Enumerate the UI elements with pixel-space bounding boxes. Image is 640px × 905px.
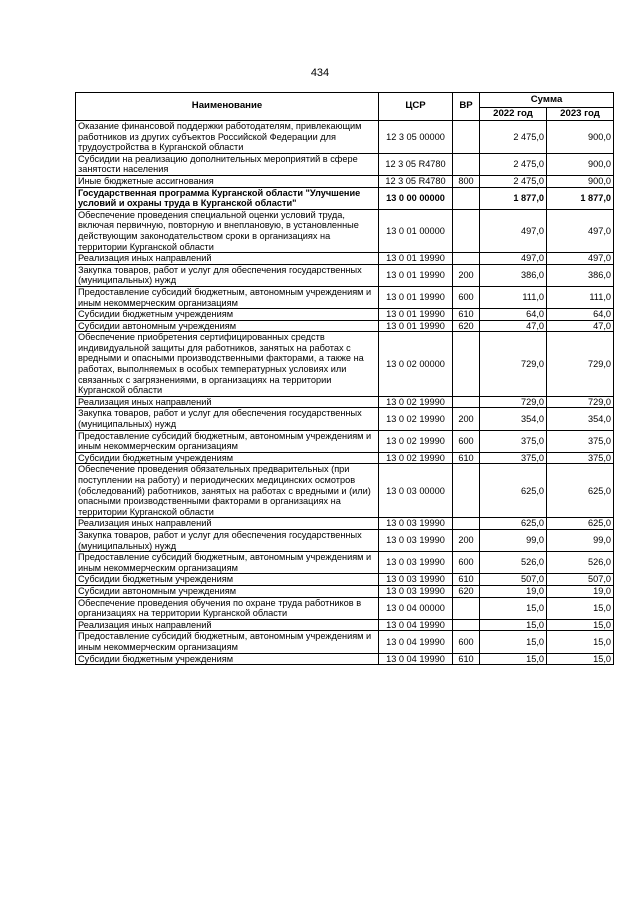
row-csr-code: 13 0 01 19990: [379, 320, 453, 332]
row-name: Обеспечение приобретения сертифицированных средств индивидуальной защиты для работников, занятых на работах с вредными и опасными производственными факторами, а также на работах, выполняемых в особых температурных условиях или связанных с загрязнениями, в организациях на территории Курганской области: [76, 332, 379, 397]
budget-table: [75, 92, 614, 665]
table-row: [76, 631, 614, 653]
row-csr-code: 13 0 01 19990: [379, 253, 453, 265]
header-year-2022: 2022 год: [480, 108, 547, 121]
row-sum-2022: 111,0: [480, 286, 547, 308]
row-csr-code: 13 0 03 19990: [379, 585, 453, 597]
row-csr-code: 13 0 03 19990: [379, 518, 453, 530]
page-number: 434: [310, 67, 330, 79]
row-name: Субсидии на реализацию дополнительных мероприятий в сфере занятости населения: [76, 153, 379, 175]
row-csr-code: 13 0 01 19990: [379, 286, 453, 308]
row-sum-2022: 2 475,0: [480, 175, 547, 187]
row-sum-2023: 526,0: [547, 552, 614, 574]
row-sum-2022: 15,0: [480, 597, 547, 619]
row-vr-code: [453, 464, 480, 518]
row-sum-2023: 386,0: [547, 264, 614, 286]
row-name: Оказание финансовой поддержки работодателям, привлекающим работников из других субъектов Российской Федерации для трудоустройства в Курганской области: [76, 121, 379, 154]
row-csr-code: 13 0 04 19990: [379, 631, 453, 653]
row-name: Предоставление субсидий бюджетным, автономным учреждениям и иным некоммерческим организациям: [76, 430, 379, 452]
row-sum-2022: 15,0: [480, 653, 547, 665]
row-sum-2023: 729,0: [547, 396, 614, 408]
table-row: [76, 408, 614, 430]
header-year-2023: 2023 год: [547, 108, 614, 121]
row-name: Обеспечение проведения обязательных предварительных (при поступлении на работу) и периодических медицинских осмотров (обследований) работников, занятых на работах с вредными и (или) опасными производственными факторами в организациях на территории Курганской области: [76, 464, 379, 518]
row-csr-code: 13 0 02 19990: [379, 396, 453, 408]
row-sum-2022: 625,0: [480, 518, 547, 530]
row-sum-2023: 19,0: [547, 585, 614, 597]
row-name: Предоставление субсидий бюджетным, автономным учреждениям и иным некоммерческим организациям: [76, 631, 379, 653]
row-csr-code: 13 0 04 19990: [379, 653, 453, 665]
row-name: Закупка товаров, работ и услуг для обеспечения государственных (муниципальных) нужд: [76, 529, 379, 551]
table-body: [76, 121, 614, 665]
row-sum-2023: 497,0: [547, 253, 614, 265]
row-name: Субсидии бюджетным учреждениям: [76, 653, 379, 665]
row-vr-code: 620: [453, 585, 480, 597]
row-vr-code: 600: [453, 430, 480, 452]
row-vr-code: 800: [453, 175, 480, 187]
row-csr-code: 13 0 01 19990: [379, 309, 453, 321]
row-name: Реализация иных направлений: [76, 253, 379, 265]
row-vr-code: [453, 121, 480, 154]
row-sum-2022: 497,0: [480, 253, 547, 265]
row-sum-2022: 15,0: [480, 631, 547, 653]
row-sum-2022: 729,0: [480, 332, 547, 397]
row-vr-code: [453, 597, 480, 619]
row-csr-code: 12 3 05 R4780: [379, 153, 453, 175]
row-vr-code: [453, 396, 480, 408]
table-row: [76, 264, 614, 286]
row-sum-2023: 900,0: [547, 121, 614, 154]
row-sum-2023: 111,0: [547, 286, 614, 308]
table-row: [76, 153, 614, 175]
row-csr-code: 13 0 02 19990: [379, 452, 453, 464]
row-sum-2022: 354,0: [480, 408, 547, 430]
table-row: [76, 187, 614, 209]
row-vr-code: [453, 153, 480, 175]
row-csr-code: 13 0 02 00000: [379, 332, 453, 397]
row-sum-2023: 15,0: [547, 619, 614, 631]
row-name: Субсидии бюджетным учреждениям: [76, 309, 379, 321]
row-vr-code: 600: [453, 631, 480, 653]
row-sum-2022: 507,0: [480, 574, 547, 586]
row-sum-2022: 47,0: [480, 320, 547, 332]
row-vr-code: 610: [453, 653, 480, 665]
table-row: [76, 309, 614, 321]
table-row: [76, 597, 614, 619]
header-csr: ЦСР: [379, 93, 453, 121]
row-vr-code: [453, 518, 480, 530]
row-csr-code: 12 3 05 00000: [379, 121, 453, 154]
row-vr-code: [453, 187, 480, 209]
table-row: [76, 175, 614, 187]
row-name: Реализация иных направлений: [76, 518, 379, 530]
table-row: [76, 653, 614, 665]
row-vr-code: [453, 253, 480, 265]
row-name: Предоставление субсидий бюджетным, автономным учреждениям и иным некоммерческим организациям: [76, 286, 379, 308]
row-sum-2023: 64,0: [547, 309, 614, 321]
row-vr-code: 200: [453, 529, 480, 551]
row-sum-2023: 507,0: [547, 574, 614, 586]
row-sum-2023: 15,0: [547, 597, 614, 619]
row-vr-code: 620: [453, 320, 480, 332]
row-csr-code: 13 0 03 00000: [379, 464, 453, 518]
row-csr-code: 13 0 03 19990: [379, 552, 453, 574]
row-csr-code: 13 0 02 19990: [379, 430, 453, 452]
row-csr-code: 13 0 03 19990: [379, 574, 453, 586]
row-sum-2022: 1 877,0: [480, 187, 547, 209]
row-csr-code: 13 0 01 00000: [379, 209, 453, 252]
table-row: [76, 253, 614, 265]
table-row: [76, 320, 614, 332]
row-sum-2023: 729,0: [547, 332, 614, 397]
row-sum-2022: 99,0: [480, 529, 547, 551]
row-sum-2022: 729,0: [480, 396, 547, 408]
row-csr-code: 13 0 00 00000: [379, 187, 453, 209]
row-name: Закупка товаров, работ и услуг для обеспечения государственных (муниципальных) нужд: [76, 408, 379, 430]
row-sum-2022: 386,0: [480, 264, 547, 286]
row-sum-2023: 354,0: [547, 408, 614, 430]
row-sum-2022: 497,0: [480, 209, 547, 252]
row-sum-2023: 375,0: [547, 452, 614, 464]
row-name: Субсидии бюджетным учреждениям: [76, 452, 379, 464]
row-vr-code: 610: [453, 574, 480, 586]
table-row: [76, 619, 614, 631]
row-csr-code: 13 0 02 19990: [379, 408, 453, 430]
table-row: [76, 121, 614, 154]
row-sum-2023: 15,0: [547, 631, 614, 653]
row-csr-code: 13 0 04 19990: [379, 619, 453, 631]
table-row: [76, 396, 614, 408]
row-sum-2022: 2 475,0: [480, 153, 547, 175]
row-name: Обеспечение проведения специальной оценки условий труда, включая первичную, повторную и внеплановую, в установленные действующим законодательством сроки в организациях на территории Курганской области: [76, 209, 379, 252]
table-row: [76, 529, 614, 551]
row-sum-2022: 625,0: [480, 464, 547, 518]
row-name: Государственная программа Курганской области "Улучшение условий и охраны труда в Курганской области": [76, 187, 379, 209]
table-row: [76, 332, 614, 397]
table-row: [76, 518, 614, 530]
table-row: [76, 430, 614, 452]
row-sum-2023: 900,0: [547, 175, 614, 187]
row-csr-code: 13 0 04 00000: [379, 597, 453, 619]
row-name: Обеспечение проведения обучения по охране труда работников в организациях на территории Курганской области: [76, 597, 379, 619]
table-row: [76, 552, 614, 574]
row-csr-code: 13 0 01 19990: [379, 264, 453, 286]
row-vr-code: [453, 209, 480, 252]
row-sum-2022: 375,0: [480, 452, 547, 464]
row-sum-2023: 375,0: [547, 430, 614, 452]
row-vr-code: 600: [453, 286, 480, 308]
header-vr: ВР: [453, 93, 480, 121]
row-sum-2023: 47,0: [547, 320, 614, 332]
row-sum-2022: 19,0: [480, 585, 547, 597]
row-name: Субсидии автономным учреждениям: [76, 320, 379, 332]
row-name: Закупка товаров, работ и услуг для обеспечения государственных (муниципальных) нужд: [76, 264, 379, 286]
row-name: Иные бюджетные ассигнования: [76, 175, 379, 187]
row-vr-code: 600: [453, 552, 480, 574]
row-sum-2022: 15,0: [480, 619, 547, 631]
table-row: [76, 286, 614, 308]
row-name: Реализация иных направлений: [76, 396, 379, 408]
row-sum-2023: 497,0: [547, 209, 614, 252]
row-csr-code: 12 3 05 R4780: [379, 175, 453, 187]
table-row: [76, 452, 614, 464]
header-sum: Сумма: [480, 93, 614, 108]
row-vr-code: 200: [453, 264, 480, 286]
row-vr-code: 610: [453, 452, 480, 464]
row-vr-code: [453, 332, 480, 397]
row-sum-2022: 526,0: [480, 552, 547, 574]
row-name: Субсидии бюджетным учреждениям: [76, 574, 379, 586]
row-sum-2022: 2 475,0: [480, 121, 547, 154]
row-sum-2023: 1 877,0: [547, 187, 614, 209]
row-vr-code: 200: [453, 408, 480, 430]
table-row: [76, 585, 614, 597]
row-sum-2023: 15,0: [547, 653, 614, 665]
row-sum-2023: 900,0: [547, 153, 614, 175]
row-sum-2022: 64,0: [480, 309, 547, 321]
table-row: [76, 464, 614, 518]
header-name: Наименование: [76, 93, 379, 121]
row-name: Предоставление субсидий бюджетным, автономным учреждениям и иным некоммерческим организациям: [76, 552, 379, 574]
row-sum-2023: 625,0: [547, 464, 614, 518]
row-vr-code: 610: [453, 309, 480, 321]
row-name: Реализация иных направлений: [76, 619, 379, 631]
row-sum-2022: 375,0: [480, 430, 547, 452]
table-row: [76, 209, 614, 252]
table-row: [76, 574, 614, 586]
row-sum-2023: 625,0: [547, 518, 614, 530]
row-sum-2023: 99,0: [547, 529, 614, 551]
row-name: Субсидии автономным учреждениям: [76, 585, 379, 597]
row-csr-code: 13 0 03 19990: [379, 529, 453, 551]
row-vr-code: [453, 619, 480, 631]
